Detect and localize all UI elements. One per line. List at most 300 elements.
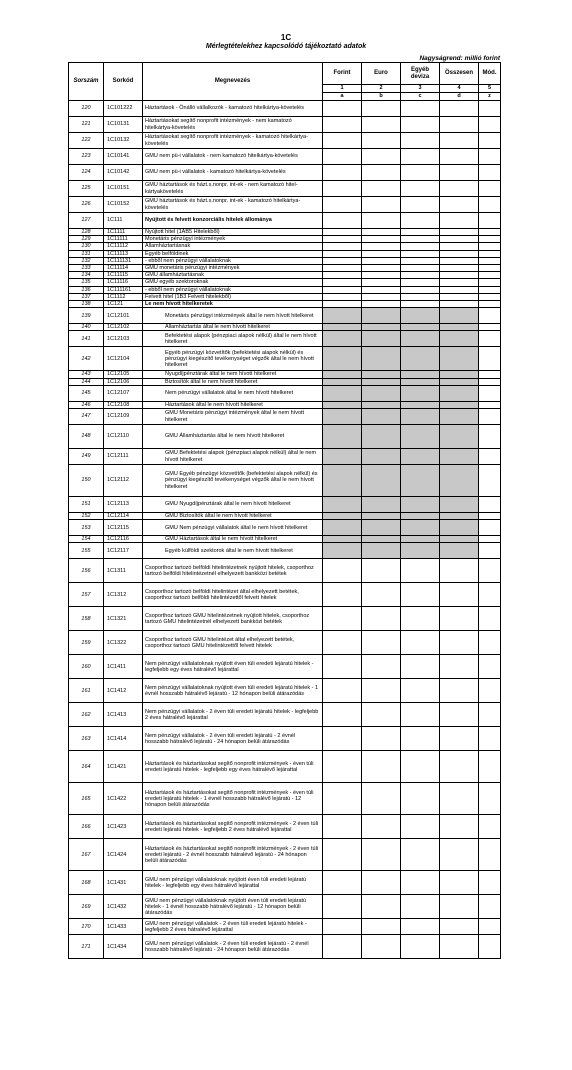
value-cell-shaded — [323, 324, 362, 331]
value-cell[interactable] — [479, 607, 501, 631]
value-cell[interactable] — [479, 133, 501, 149]
row-code: 1C1322 — [104, 631, 143, 655]
header-sorkod: Sorkód — [104, 63, 143, 101]
value-cell[interactable] — [440, 895, 479, 919]
value-cell[interactable] — [323, 243, 362, 250]
value-cell-shaded — [362, 497, 401, 513]
value-cell[interactable] — [401, 895, 440, 919]
value-cell[interactable] — [479, 536, 501, 543]
value-cell[interactable] — [440, 236, 479, 243]
value-cell[interactable] — [362, 250, 401, 257]
row-name: Nem pénzügyi vállalatok - 2 éven túli eredeti lejáratú hitelek - legfeljebb 2 éves hátralévő lejárattal — [143, 703, 323, 727]
value-cell[interactable] — [479, 679, 501, 703]
value-cell[interactable] — [440, 117, 479, 133]
row-code: 1C12112 — [104, 465, 143, 497]
row-name: Le nem hívott hitelkeretek — [143, 301, 323, 308]
value-cell[interactable] — [323, 703, 362, 727]
row-code: 1C1413 — [104, 703, 143, 727]
row-number: 165 — [69, 783, 104, 815]
value-cell[interactable] — [479, 265, 501, 272]
value-cell[interactable] — [479, 279, 501, 286]
value-cell[interactable] — [440, 655, 479, 679]
value-cell[interactable] — [362, 213, 401, 229]
row-name: Csoporthoz tartozó GMU hitelintézet által elhelyezett betétek, csoporthoz tartozó GMU hitelintézettől felvett hitelek — [143, 631, 323, 655]
value-cell[interactable] — [479, 559, 501, 583]
value-cell[interactable] — [323, 783, 362, 815]
value-cell[interactable] — [401, 286, 440, 293]
table-row — [69, 583, 501, 607]
table-row — [69, 815, 501, 839]
row-number: 134 — [69, 272, 104, 279]
value-cell[interactable] — [323, 815, 362, 839]
row-code: 1C10141 — [104, 149, 143, 165]
value-cell[interactable] — [362, 783, 401, 815]
value-cell-shaded — [401, 371, 440, 378]
value-cell[interactable] — [401, 236, 440, 243]
value-cell[interactable] — [362, 871, 401, 895]
row-number: 124 — [69, 165, 104, 181]
row-name: GMU háztartások és házt.s.nonpr. int-ek - kamatozó hitelkártya-követelés — [143, 197, 323, 213]
row-code: 1C10152 — [104, 197, 143, 213]
value-cell[interactable] — [479, 165, 501, 181]
value-cell[interactable] — [479, 243, 501, 250]
value-cell[interactable] — [479, 783, 501, 815]
value-cell[interactable] — [362, 236, 401, 243]
value-cell[interactable] — [479, 655, 501, 679]
value-cell[interactable] — [362, 559, 401, 583]
value-cell[interactable] — [362, 655, 401, 679]
row-name: Egyéb külföldi szektorok által le nem hívott hitelkeret — [143, 543, 323, 559]
value-cell[interactable] — [323, 265, 362, 272]
value-cell[interactable] — [479, 385, 501, 401]
value-cell[interactable] — [401, 197, 440, 213]
row-number: 141 — [69, 331, 104, 347]
row-code: 1C11116 — [104, 279, 143, 286]
value-cell[interactable] — [440, 293, 479, 300]
value-cell[interactable] — [440, 815, 479, 839]
value-cell[interactable] — [479, 409, 501, 425]
value-cell[interactable] — [401, 133, 440, 149]
value-cell-shaded — [440, 449, 479, 465]
value-cell-shaded — [440, 425, 479, 449]
value-cell[interactable] — [323, 165, 362, 181]
value-cell[interactable] — [323, 871, 362, 895]
value-cell[interactable] — [362, 257, 401, 264]
value-cell[interactable] — [440, 229, 479, 236]
value-cell[interactable] — [479, 919, 501, 935]
value-cell[interactable] — [479, 465, 501, 497]
table-row — [69, 257, 501, 264]
value-cell[interactable] — [362, 229, 401, 236]
row-number: 121 — [69, 117, 104, 133]
row-name: GMU államháztartásnak — [143, 272, 323, 279]
row-name: Csoporthoz tartozó belföldi hitelintézet által elhelyezett betétek, csoporthoz tartozó belföldi hitelintézettől felvett hitelek — [143, 583, 323, 607]
value-cell[interactable] — [479, 257, 501, 264]
row-name: GMU nem pénzügyi vállalatok - 2 éven túli eredeti lejáratú hitelek - legfeljebb 2 éves hátralévő lejárattal — [143, 919, 323, 935]
value-cell-shaded — [440, 409, 479, 425]
value-cell[interactable] — [401, 751, 440, 783]
value-cell-shaded — [401, 497, 440, 513]
row-code: 1C1414 — [104, 727, 143, 751]
row-code: 1C12104 — [104, 347, 143, 371]
value-cell-shaded — [362, 536, 401, 543]
value-cell[interactable] — [440, 607, 479, 631]
value-cell[interactable] — [479, 520, 501, 536]
value-cell[interactable] — [323, 607, 362, 631]
value-cell[interactable] — [401, 101, 440, 117]
row-code: 1C111161 — [104, 286, 143, 293]
value-cell[interactable] — [479, 815, 501, 839]
value-cell[interactable] — [323, 272, 362, 279]
value-cell[interactable] — [401, 165, 440, 181]
value-cell[interactable] — [440, 279, 479, 286]
value-cell[interactable] — [479, 401, 501, 408]
row-number: 162 — [69, 703, 104, 727]
row-name: Nyújtott és felvett konzorciális hitelek állománya — [143, 213, 323, 229]
value-cell[interactable] — [362, 197, 401, 213]
value-cell[interactable] — [440, 243, 479, 250]
row-name: - ebből nem pénzügyi vállalatoknak — [143, 286, 323, 293]
value-cell[interactable] — [401, 815, 440, 839]
value-cell[interactable] — [401, 181, 440, 197]
row-code: 1C1421 — [104, 751, 143, 783]
table-row — [69, 236, 501, 243]
value-cell-shaded — [323, 331, 362, 347]
row-number: 149 — [69, 449, 104, 465]
value-cell[interactable] — [362, 181, 401, 197]
value-cell-shaded — [362, 513, 401, 520]
value-cell[interactable] — [479, 583, 501, 607]
value-cell-shaded — [401, 536, 440, 543]
row-code: 1C12108 — [104, 401, 143, 408]
value-cell-shaded — [401, 331, 440, 347]
value-cell-shaded — [323, 520, 362, 536]
value-cell[interactable] — [440, 265, 479, 272]
value-cell[interactable] — [362, 631, 401, 655]
value-cell[interactable] — [362, 935, 401, 959]
row-name: Háztartások és háztartásokat segítő nonprofit intézmények - 2 éven túli eredeti lejáratú - 2 évnél hosszabb hátralévő lejáratú - 24 hónapon belüli átárazódás — [143, 839, 323, 871]
value-cell[interactable] — [323, 919, 362, 935]
value-cell[interactable] — [401, 257, 440, 264]
value-cell[interactable] — [440, 839, 479, 871]
value-cell-shaded — [440, 497, 479, 513]
row-name: Nem pénzügyi vállalatoknak nyújtott éven túli eredeti lejáratú hitelek - 1 évnél hosszabb hátralévő lejáratú - 12 hónapon belüli átárazódás — [143, 679, 323, 703]
value-cell[interactable] — [479, 181, 501, 197]
value-cell[interactable] — [401, 250, 440, 257]
col-number: 5 — [479, 85, 501, 93]
value-cell[interactable] — [323, 655, 362, 679]
value-cell[interactable] — [479, 839, 501, 871]
value-cell[interactable] — [440, 181, 479, 197]
value-cell[interactable] — [479, 101, 501, 117]
row-name: Háztartások által le nem hívott hitelkeret — [143, 401, 323, 408]
table-row — [69, 272, 501, 279]
value-cell[interactable] — [479, 513, 501, 520]
value-cell[interactable] — [323, 149, 362, 165]
value-cell[interactable] — [479, 727, 501, 751]
value-cell-shaded — [323, 513, 362, 520]
table-row — [69, 308, 501, 324]
value-cell[interactable] — [401, 293, 440, 300]
col-number: 2 — [362, 85, 401, 93]
value-cell[interactable] — [479, 272, 501, 279]
value-cell[interactable] — [323, 117, 362, 133]
value-cell[interactable] — [440, 101, 479, 117]
value-cell[interactable] — [362, 117, 401, 133]
row-code: 1C12102 — [104, 324, 143, 331]
table-row — [69, 324, 501, 331]
value-cell[interactable] — [479, 197, 501, 213]
value-cell[interactable] — [323, 935, 362, 959]
value-cell[interactable] — [479, 425, 501, 449]
value-cell[interactable] — [440, 727, 479, 751]
value-cell[interactable] — [440, 559, 479, 583]
value-cell[interactable] — [440, 250, 479, 257]
row-number: 169 — [69, 895, 104, 919]
table-row — [69, 783, 501, 815]
value-cell[interactable] — [479, 703, 501, 727]
value-cell[interactable] — [401, 559, 440, 583]
value-cell[interactable] — [479, 871, 501, 895]
row-number: 152 — [69, 513, 104, 520]
row-name: Csoporthoz tartozó GMU hitelintézetnek nyújtott hitelek, csoporthoz tartozó GMU hitelintézetnél elhelyezett bankközi betétek — [143, 607, 323, 631]
value-cell[interactable] — [362, 293, 401, 300]
value-cell-shaded — [440, 520, 479, 536]
row-number: 170 — [69, 919, 104, 935]
row-name: - ebből nem pénzügyi vállalatoknak — [143, 257, 323, 264]
value-cell[interactable] — [323, 301, 362, 308]
value-cell-shaded — [401, 324, 440, 331]
row-code: 1C12107 — [104, 385, 143, 401]
row-name: GMU Nyugdíjpénztárak által le nem hívott hitelkeret — [143, 497, 323, 513]
value-cell[interactable] — [323, 751, 362, 783]
row-code: 1C10131 — [104, 117, 143, 133]
value-cell[interactable] — [401, 301, 440, 308]
value-cell[interactable] — [362, 895, 401, 919]
value-cell[interactable] — [440, 679, 479, 703]
value-cell[interactable] — [362, 839, 401, 871]
row-number: 150 — [69, 465, 104, 497]
value-cell[interactable] — [362, 919, 401, 935]
value-cell[interactable] — [479, 293, 501, 300]
value-cell[interactable] — [362, 265, 401, 272]
value-cell[interactable] — [479, 324, 501, 331]
row-name: GMU Háztartások által le nem hívott hitelkeret — [143, 536, 323, 543]
value-cell[interactable] — [401, 229, 440, 236]
value-cell[interactable] — [440, 871, 479, 895]
value-cell[interactable] — [401, 631, 440, 655]
row-name: GMU Nem pénzügyi vállalatok által le nem hívott hitelkeret — [143, 520, 323, 536]
value-cell[interactable] — [323, 250, 362, 257]
value-cell[interactable] — [323, 101, 362, 117]
value-cell[interactable] — [362, 301, 401, 308]
value-cell[interactable] — [323, 213, 362, 229]
value-cell[interactable] — [362, 133, 401, 149]
value-cell[interactable] — [401, 272, 440, 279]
value-cell[interactable] — [323, 133, 362, 149]
value-cell[interactable] — [479, 751, 501, 783]
value-cell-shaded — [362, 520, 401, 536]
table-row — [69, 385, 501, 401]
value-cell-shaded — [323, 465, 362, 497]
row-code: 1C1422 — [104, 783, 143, 815]
value-cell[interactable] — [401, 871, 440, 895]
row-number: 160 — [69, 655, 104, 679]
value-cell[interactable] — [479, 497, 501, 513]
row-name: Egyéb pénzügyi közvetítők (befektetési alapok nélkül) és pénzügyi kiegészítő tevékenységet végzők által le nem hívott hitelkeret — [143, 347, 323, 371]
value-cell[interactable] — [479, 895, 501, 919]
value-cell[interactable] — [323, 257, 362, 264]
row-code: 1C10142 — [104, 165, 143, 181]
table-row — [69, 286, 501, 293]
value-cell[interactable] — [401, 703, 440, 727]
value-cell[interactable] — [479, 331, 501, 347]
value-cell[interactable] — [440, 935, 479, 959]
value-cell[interactable] — [323, 229, 362, 236]
value-cell[interactable] — [323, 279, 362, 286]
table-row — [69, 497, 501, 513]
value-cell[interactable] — [362, 279, 401, 286]
value-cell[interactable] — [401, 607, 440, 631]
value-cell[interactable] — [362, 101, 401, 117]
value-cell[interactable] — [440, 919, 479, 935]
value-cell-shaded — [362, 378, 401, 385]
value-cell[interactable] — [362, 149, 401, 165]
value-cell[interactable] — [401, 149, 440, 165]
value-cell[interactable] — [401, 727, 440, 751]
value-cell[interactable] — [440, 301, 479, 308]
value-cell[interactable] — [362, 679, 401, 703]
row-code: 1C12106 — [104, 378, 143, 385]
value-cell[interactable] — [323, 286, 362, 293]
value-cell[interactable] — [479, 347, 501, 371]
row-name: Befektetési alapok (pénzpiaci alapok nélkül) által le nem hívott hitelkeret — [143, 331, 323, 347]
row-number: 144 — [69, 378, 104, 385]
value-cell[interactable] — [479, 213, 501, 229]
value-cell[interactable] — [323, 559, 362, 583]
row-code: 1C12117 — [104, 543, 143, 559]
row-number: 129 — [69, 236, 104, 243]
value-cell-shaded — [323, 401, 362, 408]
value-cell[interactable] — [479, 371, 501, 378]
value-cell[interactable] — [479, 631, 501, 655]
value-cell[interactable] — [362, 286, 401, 293]
table-row — [69, 181, 501, 197]
value-cell[interactable] — [440, 751, 479, 783]
value-cell[interactable] — [401, 655, 440, 679]
value-cell-shaded — [401, 465, 440, 497]
row-number: 158 — [69, 607, 104, 631]
value-cell[interactable] — [440, 783, 479, 815]
value-cell[interactable] — [440, 286, 479, 293]
row-number: 136 — [69, 286, 104, 293]
header-egyeb-deviza: Egyéb deviza — [401, 63, 440, 85]
row-name: GMU monetáris pénzügyi intézmények — [143, 265, 323, 272]
value-cell[interactable] — [362, 607, 401, 631]
value-cell[interactable] — [323, 679, 362, 703]
value-cell[interactable] — [362, 703, 401, 727]
value-cell[interactable] — [362, 815, 401, 839]
value-cell[interactable] — [323, 839, 362, 871]
value-cell[interactable] — [479, 250, 501, 257]
value-cell[interactable] — [323, 631, 362, 655]
value-cell[interactable] — [440, 631, 479, 655]
value-cell[interactable] — [323, 583, 362, 607]
value-cell[interactable] — [479, 117, 501, 133]
value-cell[interactable] — [362, 583, 401, 607]
value-cell[interactable] — [401, 935, 440, 959]
value-cell[interactable] — [440, 197, 479, 213]
value-cell[interactable] — [479, 286, 501, 293]
value-cell[interactable] — [440, 583, 479, 607]
value-cell[interactable] — [440, 703, 479, 727]
row-number: 142 — [69, 347, 104, 371]
table-row — [69, 293, 501, 300]
value-cell[interactable] — [323, 293, 362, 300]
value-cell[interactable] — [362, 727, 401, 751]
value-cell[interactable] — [401, 783, 440, 815]
row-name: Nem pénzügyi vállalatok által le nem hívott hitelkeret — [143, 385, 323, 401]
value-cell[interactable] — [401, 243, 440, 250]
value-cell[interactable] — [479, 449, 501, 465]
value-cell[interactable] — [323, 727, 362, 751]
value-cell[interactable] — [440, 133, 479, 149]
value-cell[interactable] — [323, 236, 362, 243]
value-cell[interactable] — [479, 308, 501, 324]
value-cell[interactable] — [440, 149, 479, 165]
table-row — [69, 229, 501, 236]
row-code: 1C1112 — [104, 293, 143, 300]
value-cell[interactable] — [440, 213, 479, 229]
value-cell[interactable] — [479, 301, 501, 308]
value-cell[interactable] — [479, 935, 501, 959]
value-cell[interactable] — [401, 839, 440, 871]
value-cell[interactable] — [401, 679, 440, 703]
value-cell[interactable] — [362, 243, 401, 250]
row-name: GMU nem pénzügyi vállalatoknak nyújtott éven túli eredeti lejáratú hitelek - legfeljebb egy éves hátralévő lejárattal — [143, 871, 323, 895]
value-cell[interactable] — [479, 236, 501, 243]
value-cell[interactable] — [440, 257, 479, 264]
value-cell[interactable] — [401, 583, 440, 607]
table-row — [69, 465, 501, 497]
value-cell[interactable] — [401, 919, 440, 935]
row-name: Háztartásokat segítő nonprofit intézmények - kamatozó hitelkártya-követelés — [143, 133, 323, 149]
value-cell[interactable] — [401, 265, 440, 272]
value-cell[interactable] — [401, 213, 440, 229]
value-cell[interactable] — [323, 181, 362, 197]
row-number: 156 — [69, 559, 104, 583]
value-cell[interactable] — [479, 378, 501, 385]
value-cell-shaded — [401, 401, 440, 408]
value-cell[interactable] — [479, 229, 501, 236]
value-cell[interactable] — [401, 279, 440, 286]
value-cell[interactable] — [479, 149, 501, 165]
value-cell[interactable] — [479, 543, 501, 559]
row-name: Államháztartásnak — [143, 243, 323, 250]
value-cell[interactable] — [440, 165, 479, 181]
value-cell[interactable] — [401, 117, 440, 133]
value-cell[interactable] — [323, 895, 362, 919]
value-cell[interactable] — [362, 165, 401, 181]
value-cell[interactable] — [362, 272, 401, 279]
value-cell[interactable] — [440, 272, 479, 279]
row-code: 1C11111 — [104, 236, 143, 243]
table-row — [69, 331, 501, 347]
row-number: 153 — [69, 520, 104, 536]
value-cell[interactable] — [362, 751, 401, 783]
value-cell[interactable] — [323, 197, 362, 213]
table-row — [69, 679, 501, 703]
